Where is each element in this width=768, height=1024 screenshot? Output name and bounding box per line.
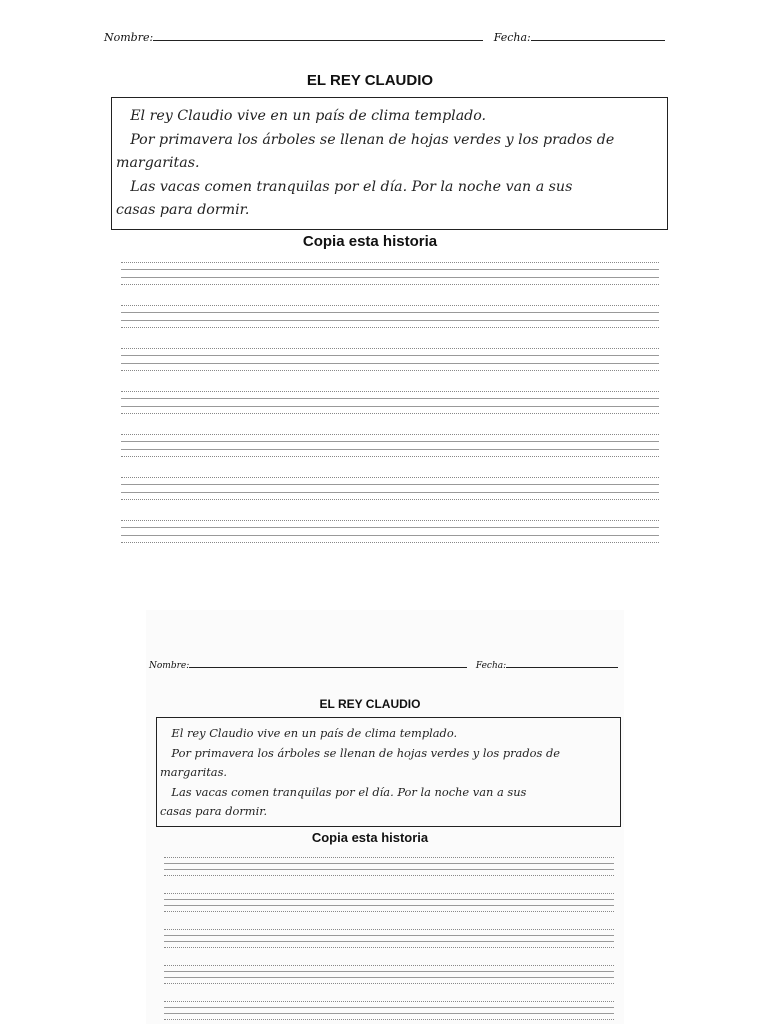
ruled-line <box>164 1013 614 1014</box>
story-line: casas para dormir. <box>116 202 250 218</box>
name-label: Nombre: <box>104 31 154 44</box>
story-line: casas para dormir. <box>160 804 268 819</box>
header-row <box>149 661 618 671</box>
story-box <box>111 97 668 230</box>
ruled-line <box>164 983 614 984</box>
date-label: Fecha: <box>493 31 531 44</box>
ruled-line <box>121 456 659 457</box>
date-blank-line <box>506 667 618 668</box>
ruled-line <box>164 1007 614 1008</box>
ruled-line <box>121 262 659 263</box>
ruled-line <box>121 355 659 356</box>
name-blank-line <box>189 667 467 668</box>
ruled-line <box>121 348 659 349</box>
copy-instruction: Copia esta historia <box>302 233 438 250</box>
ruled-line <box>121 406 659 407</box>
ruled-line <box>164 905 614 906</box>
story-line: Las vacas comen tranquilas por el día. Por la noche van a sus <box>171 784 527 799</box>
ruled-line <box>121 542 659 543</box>
ruled-line <box>121 277 659 278</box>
ruled-line <box>121 520 659 521</box>
ruled-line <box>121 499 659 500</box>
ruled-line <box>121 363 659 364</box>
ruled-line <box>121 434 659 435</box>
name-label: Nombre: <box>149 661 190 671</box>
ruled-line <box>121 312 659 313</box>
ruled-line <box>121 391 659 392</box>
ruled-line <box>164 929 614 930</box>
ruled-line <box>121 535 659 536</box>
ruled-line <box>121 413 659 414</box>
ruled-line <box>164 875 614 876</box>
story-line: El rey Claudio vive en un país de clima templado. <box>130 108 487 124</box>
ruled-line <box>121 370 659 371</box>
ruled-line <box>164 893 614 894</box>
ruled-line <box>121 398 659 399</box>
copy-instruction: Copia esta historia <box>311 830 429 845</box>
worksheet-sheet-copy <box>0 600 768 1024</box>
ruled-line <box>164 977 614 978</box>
header-row <box>104 31 665 44</box>
ruled-line <box>164 971 614 972</box>
ruled-line <box>164 941 614 942</box>
ruled-line <box>164 869 614 870</box>
ruled-line <box>164 1001 614 1002</box>
ruled-line <box>121 320 659 321</box>
ruled-line <box>121 492 659 493</box>
story-line: margaritas. <box>116 155 200 171</box>
ruled-line <box>121 484 659 485</box>
story-box <box>156 717 621 827</box>
ruled-line <box>164 965 614 966</box>
writing-lines <box>164 857 614 1024</box>
worksheet-title: EL REY CLAUDIO <box>319 697 421 711</box>
ruled-line <box>121 284 659 285</box>
writing-lines <box>121 262 659 552</box>
ruled-line <box>164 863 614 864</box>
worksheet-title: EL REY CLAUDIO <box>306 72 434 89</box>
ruled-line <box>164 899 614 900</box>
ruled-line <box>121 327 659 328</box>
ruled-line <box>121 305 659 306</box>
ruled-line <box>164 947 614 948</box>
story-line: El rey Claudio vive en un país de clima templado. <box>171 726 458 740</box>
ruled-line <box>121 449 659 450</box>
ruled-line <box>164 1019 614 1020</box>
ruled-line <box>164 857 614 858</box>
ruled-line <box>164 911 614 912</box>
ruled-line <box>164 935 614 936</box>
ruled-line <box>121 269 659 270</box>
story-line: margaritas. <box>160 765 228 780</box>
ruled-line <box>121 527 659 528</box>
ruled-line <box>121 477 659 478</box>
name-blank-line <box>153 40 483 41</box>
story-line: Las vacas comen tranquilas por el día. Por la noche van a sus <box>130 178 573 195</box>
story-line: Por primavera los árboles se llenan de hojas verdes y los prados de <box>130 131 615 148</box>
date-label: Fecha: <box>475 661 507 671</box>
story-line: Por primavera los árboles se llenan de hojas verdes y los prados de <box>171 745 560 760</box>
date-blank-line <box>531 40 665 41</box>
ruled-line <box>121 441 659 442</box>
